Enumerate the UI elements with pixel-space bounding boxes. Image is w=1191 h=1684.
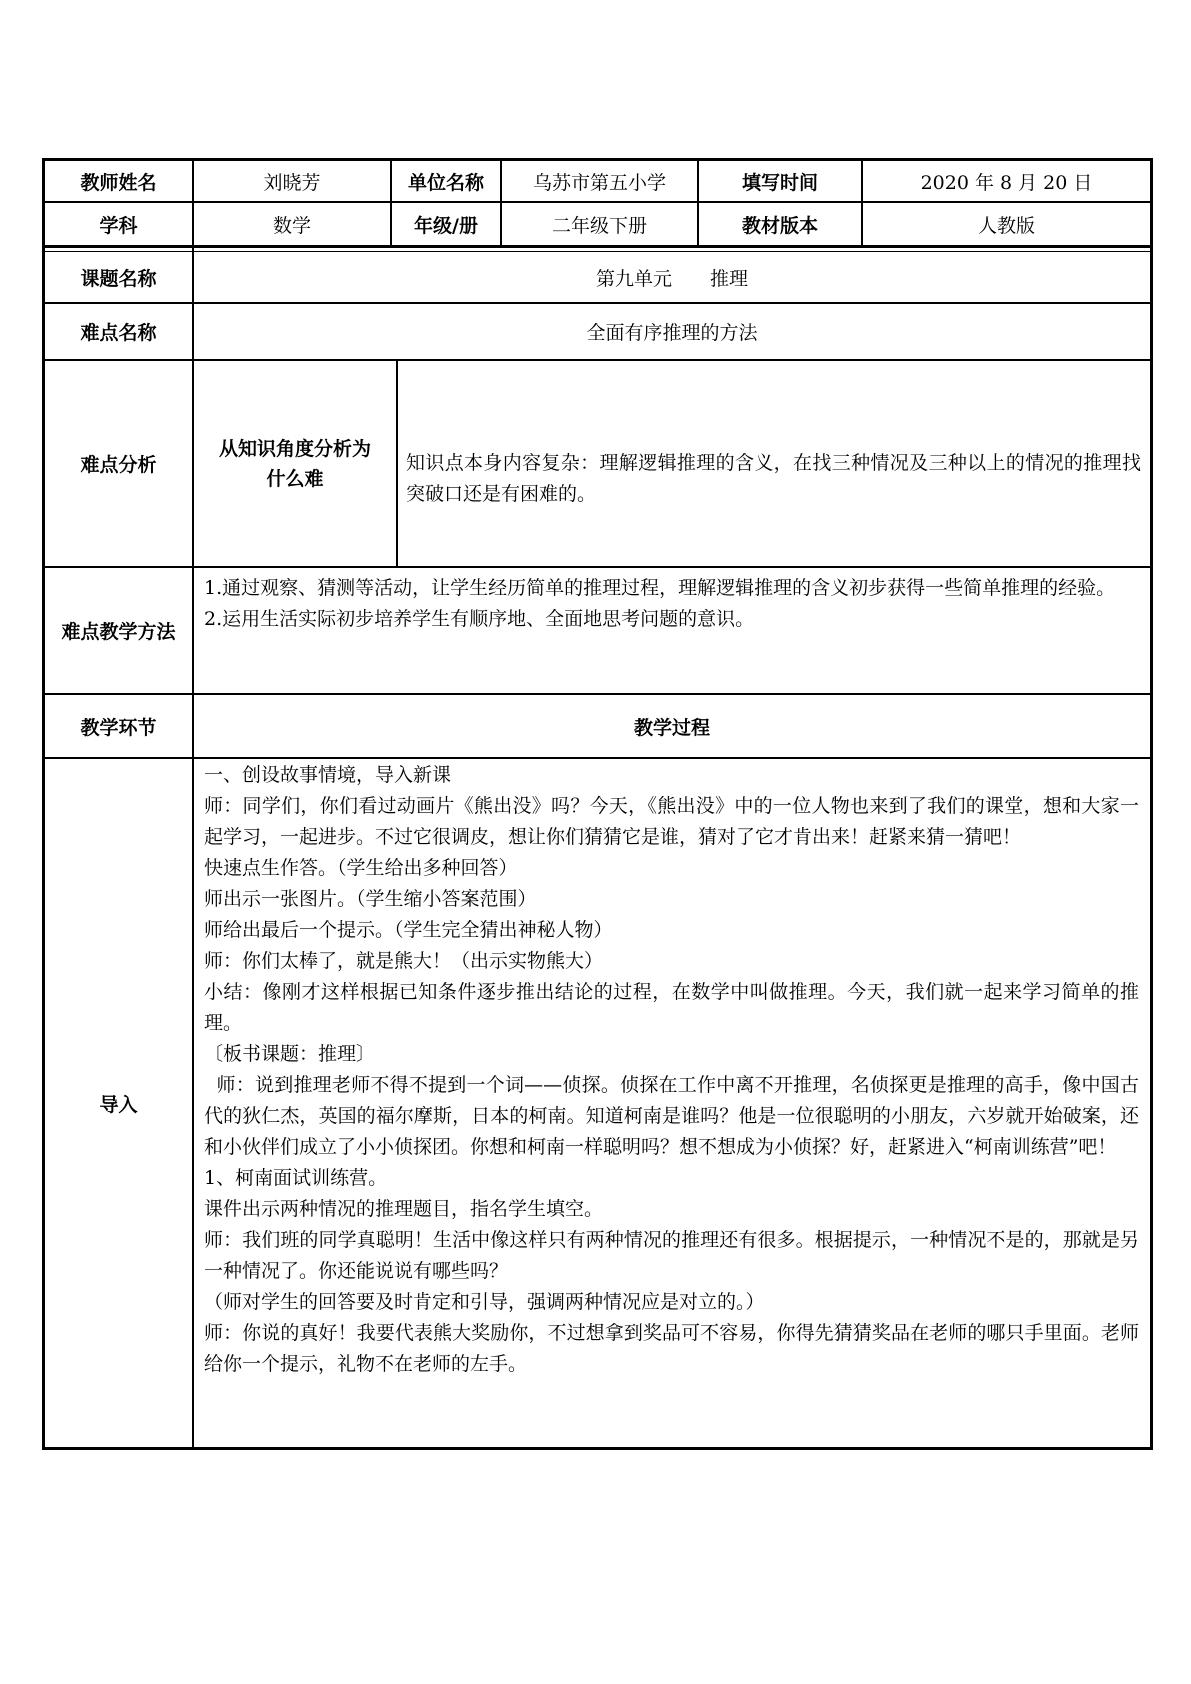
difficulty-value: 全面有序推理的方法	[586, 322, 758, 344]
methods-label: 难点教学方法	[61, 621, 176, 643]
row-divider	[42, 566, 1153, 568]
unit-name-label: 单位名称	[407, 171, 484, 194]
paragraph: 快速点生作答。（学生给出多种回答）	[204, 857, 518, 879]
edition-label: 教材版本	[741, 214, 818, 237]
subject-label: 学科	[99, 214, 138, 237]
topic-value: 第九单元 推理	[595, 267, 748, 290]
paragraph: 〔板书课题：推理〕	[204, 1043, 376, 1065]
analysis-label: 难点分析	[80, 454, 157, 476]
process-header: 教学过程	[633, 716, 710, 739]
methods-line: 1.通过观察、猜测等活动，让学生经历简单的推理过程，理解逻辑推理的含义初步获得一些简单推理的经验。	[204, 577, 1116, 599]
table-border-bottom	[42, 1447, 1153, 1450]
analysis-sublabel: 从知识角度分析为什么难	[218, 437, 371, 490]
paragraph: （师对学生的回答要及时肯定和引导，强调两种情况应是对立的。）	[204, 1291, 765, 1313]
intro-stage-label: 导入	[99, 1093, 138, 1116]
paragraph: 小结：像刚才这样根据已知条件逐步推出结论的过程，在数学中叫做推理。今天，我们就一起来学习简单的推理。	[204, 981, 1139, 1034]
teacher-name-value: 刘晓芳	[263, 171, 321, 194]
unit-name-value: 乌苏市第五小学	[532, 171, 666, 194]
paragraph: 一、创设故事情境，导入新课	[204, 764, 452, 786]
paragraph: 师：我们班的同学真聪明！生活中像这样只有两种情况的推理还有很多。根据提示，一种情况不是的，那就是另一种情况了。你还能说说有哪些吗？	[204, 1229, 1139, 1282]
paragraph: 师：你们太棒了，就是熊大！（出示实物熊大）	[204, 950, 604, 972]
intro-process-text	[204, 760, 1139, 1380]
paragraph: 师出示一张图片。（学生缩小答案范围）	[204, 888, 537, 910]
subject-value: 数学	[272, 214, 311, 237]
grade-value: 二年级下册	[551, 214, 647, 237]
methods-text	[204, 573, 1139, 635]
paragraph: 师给出最后一个提示。（学生完全猜出神秘人物）	[204, 919, 613, 941]
paragraph: 师：同学们，你们看过动画片《熊出没》吗？今天，《熊出没》中的一位人物也来到了我们的课堂，想和大家一起学习，一起进步。不过它很调皮，想让你们猜猜它是谁，猜对了它才肯出来！赶紧来猜一猜吧！	[204, 795, 1139, 848]
row-divider	[42, 245, 1153, 248]
stage-header: 教学环节	[80, 716, 157, 739]
paragraph: 师：你说的真好！我要代表熊大奖励你，不过想拿到奖品可不容易，你得先猜猜奖品在老师的哪只手里面。老师给你一个提示，礼物不在老师的左手。	[204, 1322, 1139, 1375]
col-divider	[396, 359, 398, 568]
topic-label: 课题名称	[80, 267, 157, 290]
row-divider	[42, 757, 1153, 759]
analysis-text: 知识点本身内容复杂：理解逻辑推理的含义，在找三种情况及三种以上的情况的推理找突破口还是有困难的。	[406, 452, 1141, 505]
paragraph: 师：说到推理老师不得不提到一个词——侦探。侦探在工作中离不开推理，名侦探更是推理的高手，像中国古代的狄仁杰，英国的福尔摩斯，日本的柯南。知道柯南是谁吗？他是一位很聪明的小朋友，六岁就开始破案，还和小伙伴们成立了小小侦探团。你想和柯南一样聪明吗？想不想成为小侦探？好，赶紧进入“柯南训练营”吧！	[204, 1074, 1139, 1158]
paragraph: 课件出示两种情况的推理题目，指名学生填空。	[204, 1198, 604, 1220]
row-divider	[42, 359, 1153, 361]
edition-value: 人教版	[977, 214, 1035, 237]
grade-label: 年级/册	[414, 214, 478, 237]
table-border-right	[1150, 158, 1153, 1450]
fill-date-label: 填写时间	[741, 171, 818, 194]
methods-line: 2.运用生活实际初步培养学生有顺序地、全面地思考问题的意识。	[204, 608, 755, 630]
fill-date-value: 2020 年 8 月 20 日	[920, 171, 1093, 194]
difficulty-label: 难点名称	[80, 322, 157, 344]
paragraph: 1、柯南面试训练营。	[204, 1167, 388, 1189]
teacher-name-label: 教师姓名	[80, 171, 157, 194]
